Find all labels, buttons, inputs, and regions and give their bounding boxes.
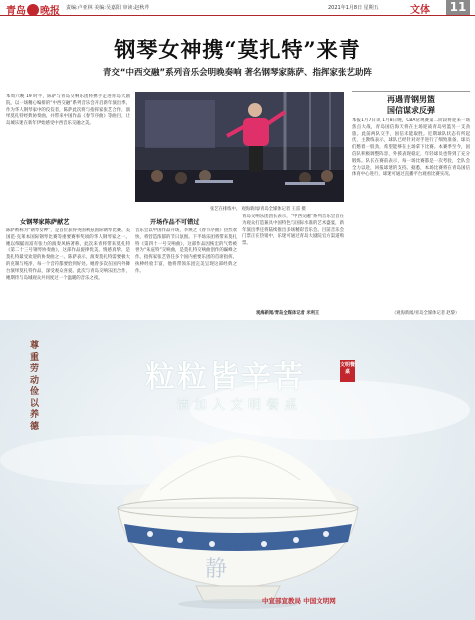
newspaper-name-part2: 晚报: [40, 6, 60, 17]
section2-title: 开场作品不可错过: [150, 219, 200, 226]
article-byline: 观海新闻/青岛全媒体记者 米利王: [256, 311, 320, 316]
sidebar-body: 本报1月7日讯 1月8日晚，CBA常规赛第二阶段将迎来一场焦点大战，青岛国信海天将在主场迎战青岛男篮另一支劲旅。此前两队交手，国信未能取胜。近期球队状态有所起伏，主教练表示，球队已经针对对手进行了细致准备，球员们憋着一股劲，希望能够在主场拿下比赛。本赛季至今，国信队积极调整阵容，外援表现稳定，年轻球员也得到了充分锻炼。队长在赛前表示，每一场比赛都是一次考验，全队会全力以赴，回报球迷的支持。据悉，本场比赛将在青岛国信体育中心进行，球迷可通过直播平台观看比赛实况。: [352, 118, 470, 178]
photo-caption: 张艺在排练中。 观海新闻/青岛全媒体记者 王雷 摄: [210, 207, 306, 212]
section3-body: 青岛交响乐团团长表示，“中西交融”系列音乐会旨在为观众打造兼具中国特色与国际水准的艺术盛宴，新年演出季还将陆续推出多场精彩音乐会。目前音乐会门票正在热销中，乐迷可通过青岛大剧院官方渠道购票。: [242, 214, 344, 247]
section1-title: 女钢琴家陈萨献艺: [20, 219, 70, 226]
ad-organizers: 中宣部宣教局 中国文明网: [262, 597, 336, 605]
issue-date: 2021年1月8日 星期五: [328, 5, 379, 11]
public-service-ad: [0, 320, 475, 620]
ad-side-slogan: 尊重劳动 俭以养德: [30, 341, 40, 432]
article-intro: 本周六晚 19 时半，陈萨与青岛交响乐团将携手走进青岛大剧院，以一场精心编排的“中西交融”系列音乐会开启新年演出季。作为华人钢琴家中的佼佼者，陈萨此次将与指挥家张艺合作，演绎莫扎特经典协奏曲，并带来中国作品《春节序曲》等曲目，让岛城乐迷在新年伊始感受中西音乐交融之美。: [6, 94, 130, 127]
ad-title: 粒粒皆辛苦: [145, 360, 305, 395]
ad-seal: 文明餐桌: [340, 360, 355, 382]
rehearsal-photo-image: [135, 92, 344, 202]
page-number: 11: [446, 0, 470, 15]
svg-text:静: 静: [205, 557, 228, 582]
logo-badge-icon: [27, 4, 39, 16]
article-subheadline: 青交“中西交融”系列音乐会明晚奏响 著名钢琴家陈萨、指挥家张艺助阵: [102, 68, 373, 78]
sidebar-title: [352, 94, 470, 116]
ad-subtitle: 请加入文明餐桌: [176, 398, 303, 413]
sidebar-top-rule: [352, 91, 470, 92]
sidebar-title-line2: 国信谋求反弹: [387, 106, 435, 115]
rehearsal-photo: [135, 92, 344, 202]
article-headline: 钢琴女神携“莫扎特”来青: [114, 37, 361, 62]
section2-body: 音乐会以中国作品开场，李焕之《春节序曲》热烈欢快，将营造浓郁的节日氛围。下半场乐团将带来莫扎特《第四十一号交响曲》，这部作品因恢宏的气势被誉为“朱庇特”交响曲，是莫扎特交响曲创作的巅峰之作。指挥家张艺曾任多个国内重要乐团的首席指挥，执棒经验丰富，他将带领乐团完美呈现这部经典之作。: [135, 228, 237, 274]
newspaper-logo: [6, 2, 60, 17]
newspaper-name-part1: 青岛: [6, 6, 26, 17]
page-header: [0, 0, 475, 16]
section-name: 文体: [410, 5, 430, 16]
editors-line: 责编:卢亚林 美编:吴嘉阳 审读:赵秋芹: [66, 5, 150, 11]
sidebar-title-line1: 再遇青钢男篮: [387, 95, 435, 104]
section1-body: 陈萨被称为“钢琴女神”，是首位获得英国利兹国际钢琴比赛、美国范·克莱本国际钢琴比赛等重要赛事奖项的华人钢琴家之一。她以细腻而富有张力的演奏风格著称，此次来青将带来莫扎特《第二十三号钢琴协奏曲》，这部作品旋律优美、情感真挚，是莫扎特最受欢迎的协奏曲之一。陈萨表示，演奏莫扎特需要极大的克制与纯净，每一个音符都要恰到好处。她曾多次在国内外舞台演绎莫扎特作品，深受观众喜爱。此次与青岛交响乐团合作，她期待与岛城观众共同度过一个温暖的音乐之夜。: [6, 228, 130, 281]
sidebar-byline: （观海新闻/青岛全媒体记者 赵黎）: [392, 311, 460, 316]
